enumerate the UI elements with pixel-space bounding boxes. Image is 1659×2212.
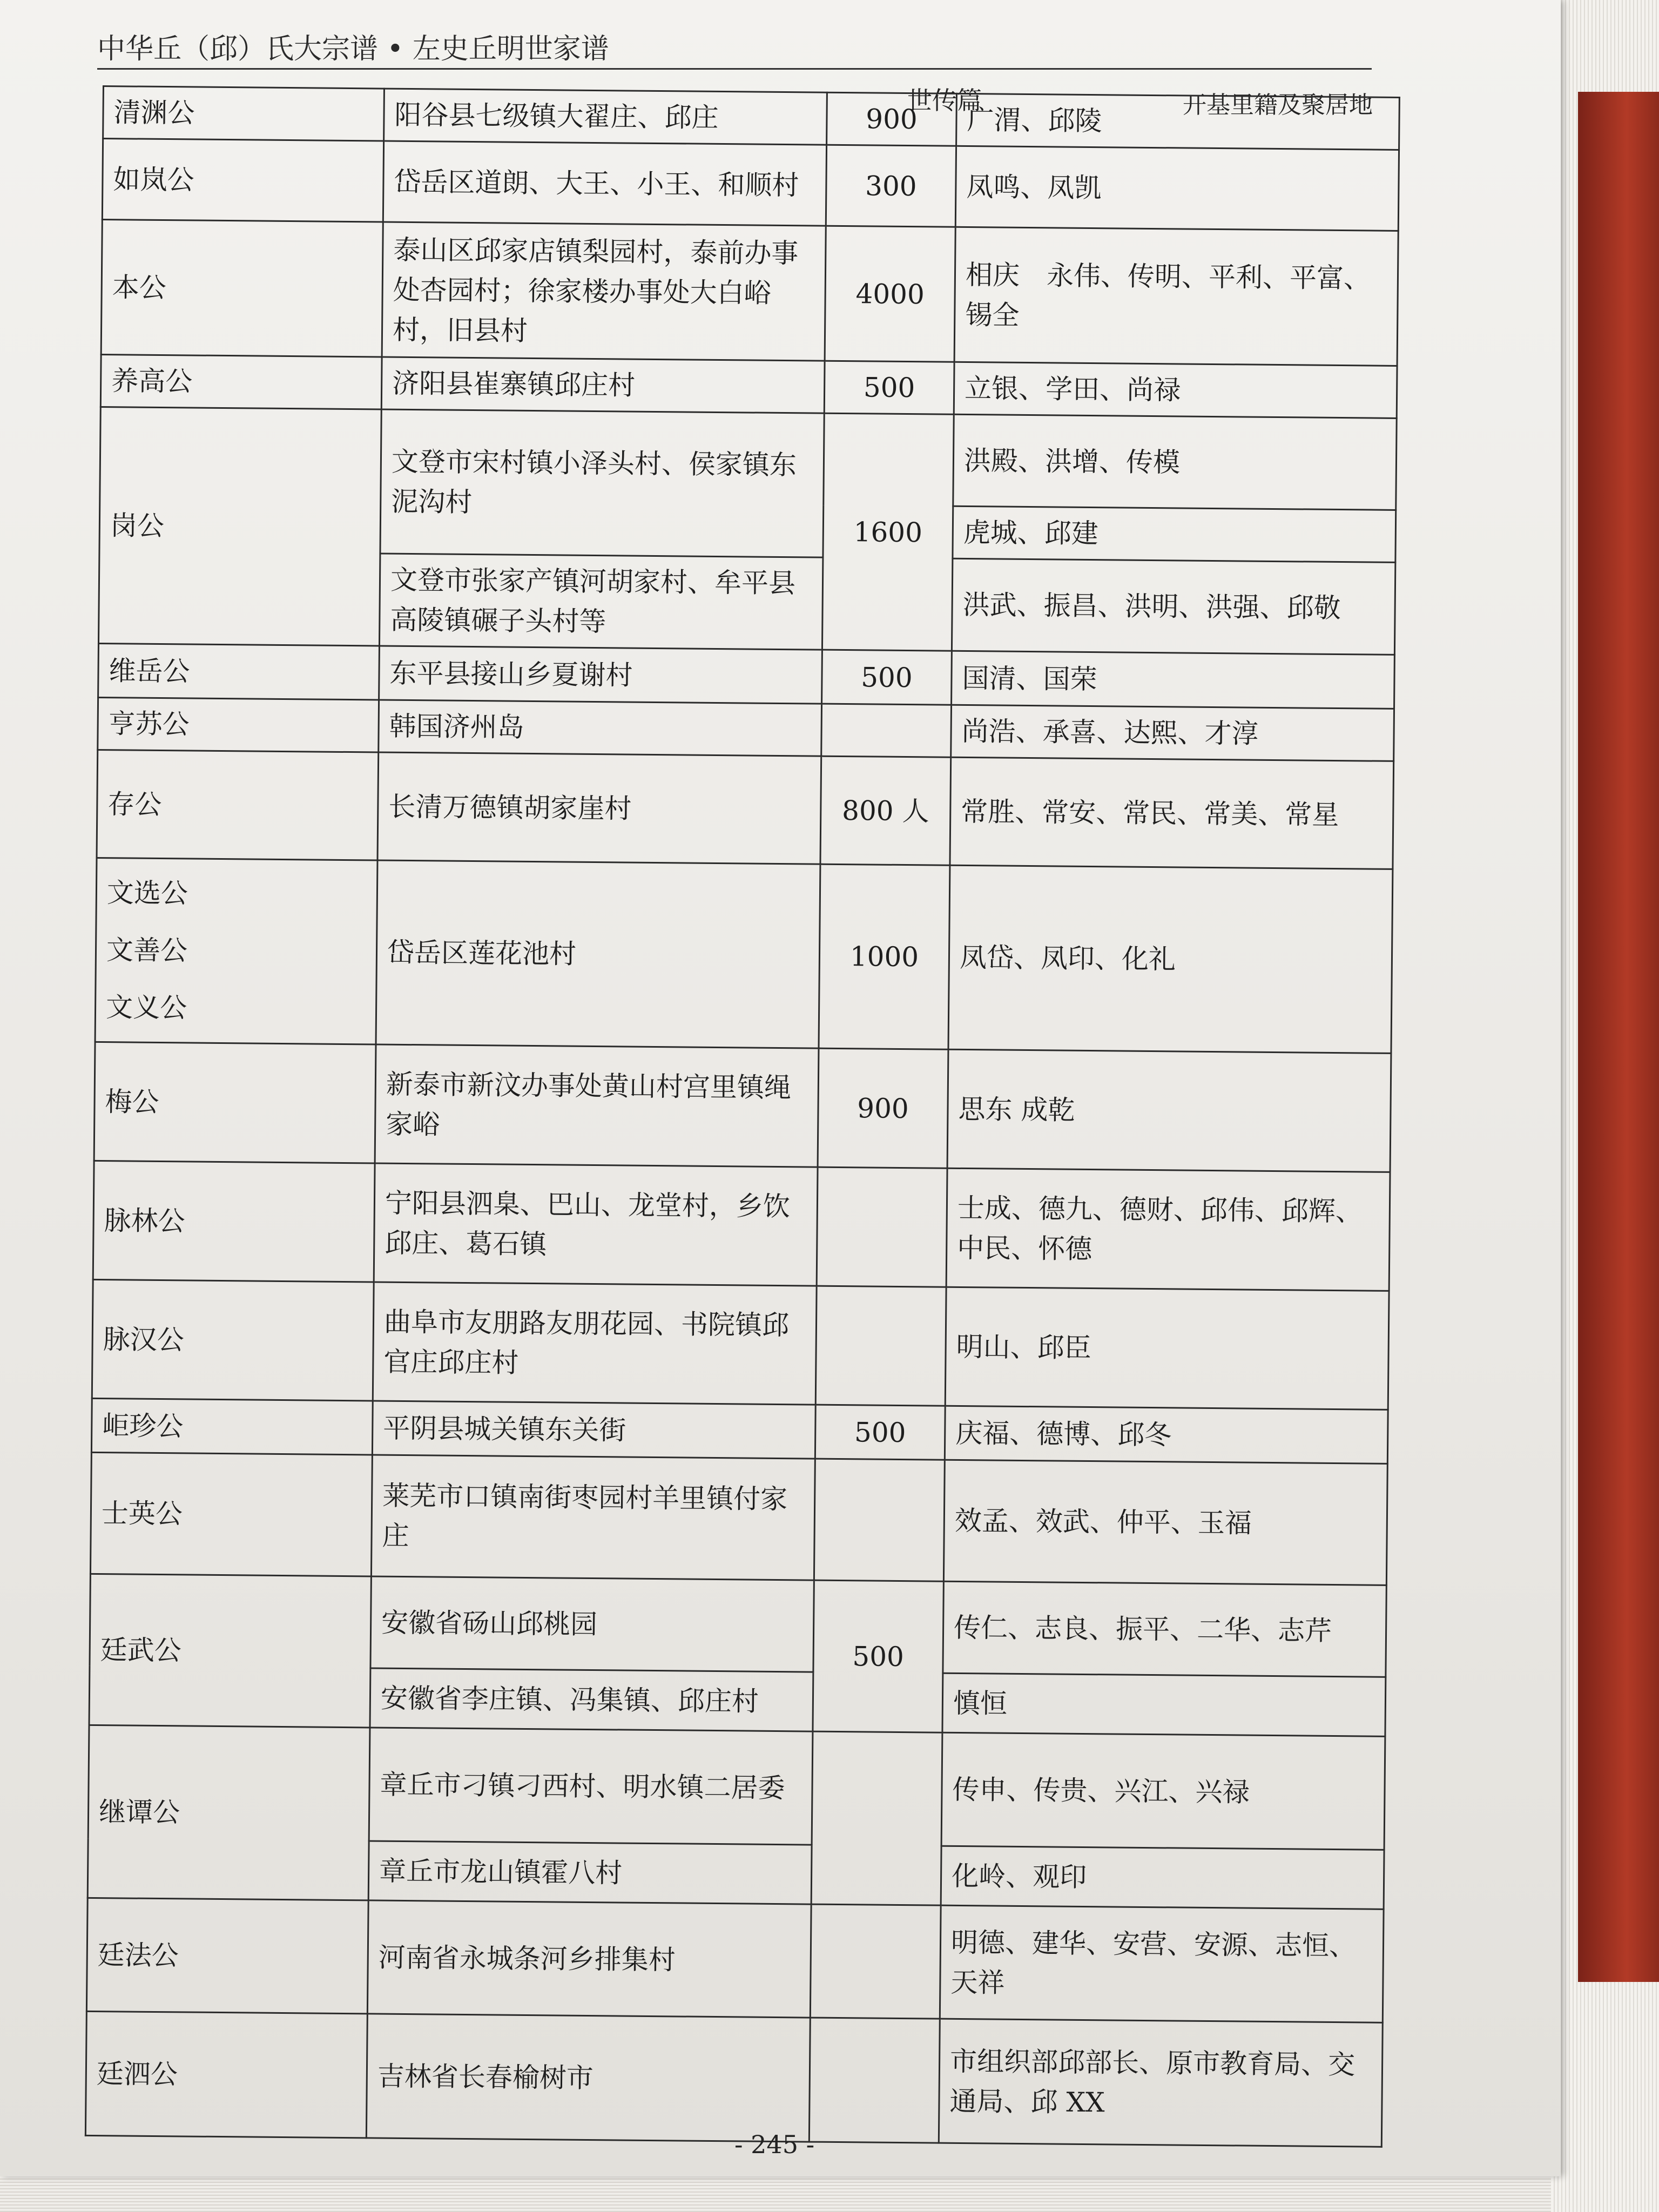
table-row xyxy=(95,858,1393,1053)
people-cell: 国清、国荣 xyxy=(952,651,1395,709)
people-cell: 化岭、观印 xyxy=(941,1846,1384,1909)
table-row xyxy=(102,139,1399,231)
book-cover xyxy=(1578,92,1659,1982)
table-row xyxy=(97,750,1394,869)
people-cell: 凤岱、凤印、化礼 xyxy=(948,865,1393,1053)
place-cell: 文登市张家产镇河胡家村、牟平县高陵镇碾子头村等 xyxy=(379,554,822,650)
place-cell: 宁阳县泗臬、巴山、龙堂村，乡饮邱庄、葛石镇 xyxy=(374,1163,818,1286)
page-number: - 245 - xyxy=(734,2130,815,2159)
people-cell: 明德、建华、安营、安源、志恒、天祥 xyxy=(940,1905,1384,2022)
ancestor-name: 如岚公 xyxy=(102,139,383,222)
people-cell: 洪武、振昌、洪明、洪强、邱敬 xyxy=(952,558,1395,655)
ancestor-name: 存公 xyxy=(97,750,379,860)
population-cell xyxy=(809,2018,940,2143)
table-row xyxy=(85,2011,1382,2147)
ancestor-name: 梅公 xyxy=(94,1042,376,1163)
table-row xyxy=(90,1452,1387,1585)
place-cell: 东平县接山乡夏谢村 xyxy=(379,646,822,704)
ancestor-name: 养高公 xyxy=(100,354,382,409)
ancestor-name-line: 文选公 xyxy=(106,877,188,909)
place-cell: 韩国济州岛 xyxy=(379,700,822,756)
people-cell: 相庆 永伟、传明、平利、平富、锡全 xyxy=(954,227,1398,366)
chapter-title: 开基里籍及聚居地 xyxy=(1183,91,1373,119)
people-cell: 庆福、德博、邱冬 xyxy=(945,1406,1388,1464)
people-cell: 传仁、志良、振平、二华、志芹 xyxy=(943,1581,1386,1677)
table-row xyxy=(101,220,1398,366)
population-cell: 1000 xyxy=(819,864,950,1049)
ancestor-name: 清渊公 xyxy=(103,86,385,141)
place-cell: 新泰市新汶办事处黄山村宫里镇绳家峪 xyxy=(375,1044,819,1167)
place-cell: 泰山区邱家店镇梨园村，泰前办事处杏园村；徐家楼办事处大白峪村，旧县村 xyxy=(382,222,826,361)
population-cell xyxy=(821,704,952,757)
people-cell: 广渭、邱陵 xyxy=(956,93,1400,150)
header-rule xyxy=(97,68,1372,70)
population-cell: 4000 xyxy=(825,226,955,362)
people-cell: 立银、学田、尚禄 xyxy=(954,362,1397,418)
population-cell: 300 xyxy=(826,145,956,227)
population-cell xyxy=(815,1286,946,1406)
place-cell: 岱岳区莲花池村 xyxy=(376,860,820,1048)
people-cell: 传申、传贵、兴江、兴禄 xyxy=(941,1732,1385,1850)
people-cell: 凤鸣、凤凯 xyxy=(955,146,1399,231)
table-row xyxy=(93,1161,1390,1291)
place-cell: 济阳县崔寨镇邱庄村 xyxy=(381,357,825,413)
population-cell xyxy=(814,1459,945,1581)
people-cell: 慎恒 xyxy=(942,1673,1386,1736)
people-cell: 思东 成乾 xyxy=(947,1049,1391,1172)
place-cell: 安徽省砀山邱桃园 xyxy=(370,1576,814,1672)
population-cell: 500 xyxy=(815,1405,945,1460)
people-cell: 市组织部邱部长、原市教育局、交通局、邱 XX xyxy=(939,2019,1382,2147)
population-cell: 900 xyxy=(827,92,957,146)
population-cell: 500 xyxy=(824,361,954,414)
people-cell: 洪殿、洪增、传模 xyxy=(953,414,1397,510)
settlement-table xyxy=(85,85,1400,2148)
ancestor-name: 亨苏公 xyxy=(98,697,379,752)
people-cell: 虎城、邱建 xyxy=(953,506,1396,562)
ancestor-name: 岠珍公 xyxy=(91,1398,373,1455)
population-cell: 500 xyxy=(822,650,952,705)
ancestor-name: 继谭公 xyxy=(87,1725,370,1900)
book-title: 中华丘（邱）氏大宗谱 • 左史丘明世家谱 xyxy=(97,33,609,65)
ancestor-name: 本公 xyxy=(101,220,383,358)
table-row xyxy=(88,1725,1385,1850)
population-cell xyxy=(810,1904,941,2019)
place-cell: 文登市宋村镇小泽头村、侯家镇东泥沟村 xyxy=(380,409,824,557)
place-cell: 岱岳区道朗、大王、小王、和顺村 xyxy=(383,141,826,226)
table-row xyxy=(92,1279,1389,1410)
population-cell xyxy=(817,1167,947,1287)
ancestor-name-line: 文善公 xyxy=(106,934,188,967)
place-cell: 曲阜市友朋路友朋花园、书院镇邱官庄邱庄村 xyxy=(373,1282,817,1405)
ancestor-name: 岗公 xyxy=(98,407,381,646)
population-cell: 500 xyxy=(813,1580,943,1732)
place-cell: 长清万德镇胡家崖村 xyxy=(377,752,821,864)
people-cell: 士成、德九、德财、邱伟、邱辉、中民、怀德 xyxy=(946,1168,1390,1291)
ancestor-name: 廷武公 xyxy=(89,1574,371,1728)
table-row xyxy=(100,407,1397,510)
place-cell: 安徽省李庄镇、冯集镇、邱庄村 xyxy=(370,1668,813,1731)
people-cell: 尚浩、承喜、达熙、才淳 xyxy=(951,705,1394,761)
population-cell: 800 人 xyxy=(820,756,951,865)
place-cell: 莱芜市口镇南街枣园村羊里镇付家庄 xyxy=(371,1455,815,1580)
place-cell: 吉林省长春榆树市 xyxy=(366,2014,810,2142)
ancestor-name-line: 文义公 xyxy=(105,992,187,1024)
section-title: 世传篇 xyxy=(907,86,982,115)
place-cell: 河南省永城条河乡排集村 xyxy=(367,1900,811,2018)
ancestor-name: 士英公 xyxy=(90,1452,372,1576)
population-cell: 1600 xyxy=(822,413,954,651)
table-row xyxy=(86,1898,1384,2022)
place-cell: 章丘市刁镇刁西村、明水镇二居委 xyxy=(369,1728,813,1845)
ancestor-name xyxy=(95,858,377,1044)
people-cell: 明山、邱臣 xyxy=(945,1287,1389,1410)
place-cell: 平阴县城关镇东关街 xyxy=(372,1401,815,1459)
population-cell xyxy=(811,1731,942,1905)
table-row xyxy=(90,1574,1386,1677)
people-cell: 效孟、效武、仲平、玉福 xyxy=(943,1460,1387,1585)
population-cell: 900 xyxy=(818,1048,948,1168)
people-cell: 常胜、常安、常民、常美、常星 xyxy=(950,757,1394,869)
ancestor-name: 脉林公 xyxy=(93,1161,375,1282)
place-cell: 阳谷县七级镇大翟庄、邱庄 xyxy=(384,89,827,145)
table-row xyxy=(94,1042,1391,1172)
ancestor-name: 脉汉公 xyxy=(92,1279,374,1401)
ancestor-name: 廷泗公 xyxy=(85,2011,367,2138)
ancestor-name: 廷法公 xyxy=(86,1898,368,2014)
place-cell: 章丘市龙山镇霍八村 xyxy=(368,1841,812,1904)
ancestor-name: 维岳公 xyxy=(98,643,380,700)
